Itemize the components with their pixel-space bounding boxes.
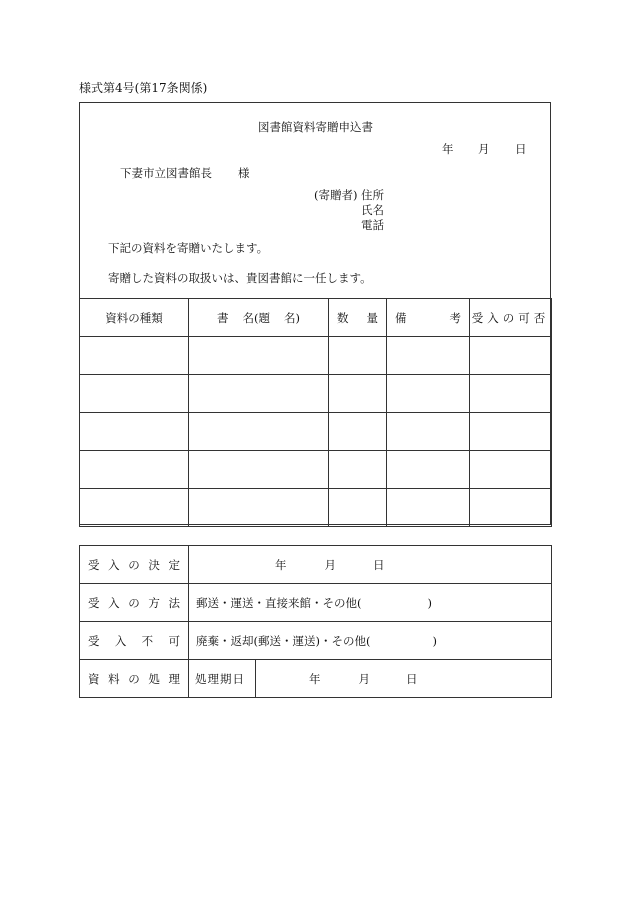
table-cell[interactable] [387,375,470,413]
header-acceptance: 受入の可否 [470,299,552,337]
date-day: 日 [515,142,527,156]
table-cell[interactable] [80,489,189,527]
reject-label [80,622,189,660]
reject-options: 廃棄・返却(郵送・運送)・その他( [196,633,371,648]
method-options: 郵送・運送・直接来館・その他( [196,595,362,610]
label-char: の [128,671,140,686]
date-year: 年 [442,142,454,156]
donor-name-label: 氏名 [361,203,384,217]
label-char: 料 [108,671,120,686]
handling-row [80,660,552,698]
honorific: 様 [238,166,250,180]
decision-label [80,546,189,584]
label-char: 定 [168,557,180,572]
date-month: 月 [478,142,490,156]
processing-table [79,545,552,698]
header-title-char2: 名(題 [242,310,270,325]
table-cell[interactable] [387,413,470,451]
table-cell[interactable] [329,375,387,413]
reject-row [80,622,552,660]
label-char: 入 [108,557,120,572]
addressee: 下妻市立図書館長 [120,166,212,180]
table-cell[interactable] [329,451,387,489]
donor-phone-label: 電話 [361,218,384,232]
table-cell[interactable] [387,337,470,375]
handling-month: 月 [358,671,370,686]
decision-day: 日 [373,557,385,572]
table-row [80,337,552,375]
handling-day: 日 [406,671,418,686]
method-label [80,584,189,622]
method-field[interactable] [189,584,552,622]
table-cell[interactable] [189,375,329,413]
table-row [80,489,552,527]
label-char: 法 [168,595,180,610]
statement-entrust: 寄贈した資料の取扱いは、貴図書館に一任します。 [108,271,372,285]
label-char: 入 [114,633,127,648]
table-row [80,375,552,413]
table-cell[interactable] [80,413,189,451]
header-remarks-char1: 備 [395,310,407,325]
table-cell[interactable] [470,413,552,451]
table-cell[interactable] [189,337,329,375]
table-cell[interactable] [189,413,329,451]
decision-date-field[interactable] [189,546,552,584]
table-cell[interactable] [329,489,387,527]
label-char: 受 [88,595,100,610]
label-char: 受 [88,633,100,648]
label-char: の [128,595,140,610]
table-cell[interactable] [470,489,552,527]
statement-donate: 下記の資料を寄贈いたします。 [108,241,269,255]
label-char: 決 [148,557,160,572]
handling-year: 年 [309,671,321,686]
table-cell[interactable] [470,337,552,375]
table-cell[interactable] [189,451,329,489]
handling-label [80,660,189,698]
table-cell[interactable] [329,413,387,451]
label-char: 方 [148,595,160,610]
label-char: 可 [168,633,180,648]
handling-date-field[interactable] [256,660,552,698]
label-char: 理 [168,671,180,686]
label-char: 資 [88,671,100,686]
header-title-char3: 名) [284,310,300,325]
table-cell[interactable] [387,489,470,527]
header-quantity [329,299,387,337]
label-char: 受 [88,557,100,572]
label-char: 処 [148,671,160,686]
header-remarks-char2: 考 [449,310,461,325]
label-char: の [128,557,140,572]
decision-month: 月 [324,557,336,572]
header-qty-char2: 量 [366,310,378,325]
reject-close-paren: ) [432,633,437,648]
table-cell[interactable] [470,451,552,489]
application-form [79,102,551,525]
table-cell[interactable] [189,489,329,527]
table-header-row [80,299,552,337]
method-close-paren: ) [427,595,432,610]
table-cell[interactable] [470,375,552,413]
header-remarks [387,299,470,337]
handling-date-label [189,660,256,698]
label-char: 入 [108,595,120,610]
donor-prefix: (寄贈者) [314,188,358,202]
table-row [80,451,552,489]
handling-date-label-text: 処理期日 [195,671,245,686]
header-book-title [189,299,329,337]
table-row [80,413,552,451]
table-cell[interactable] [387,451,470,489]
items-table [79,298,552,527]
document-title: 図書館資料寄贈申込書 [258,120,373,134]
header-title-char1: 書 [217,310,229,325]
label-char: 不 [141,633,154,648]
table-cell[interactable] [80,375,189,413]
header-qty-char1: 数 [337,310,349,325]
decision-year: 年 [275,557,287,572]
header-material-type: 資料の種類 [80,299,189,337]
method-row [80,584,552,622]
reject-field[interactable] [189,622,552,660]
table-cell[interactable] [80,451,189,489]
form-number-label: 様式第4号(第17条関係) [79,81,208,95]
table-cell[interactable] [80,337,189,375]
decision-row [80,546,552,584]
donor-address-label: 住所 [361,188,384,202]
table-cell[interactable] [329,337,387,375]
